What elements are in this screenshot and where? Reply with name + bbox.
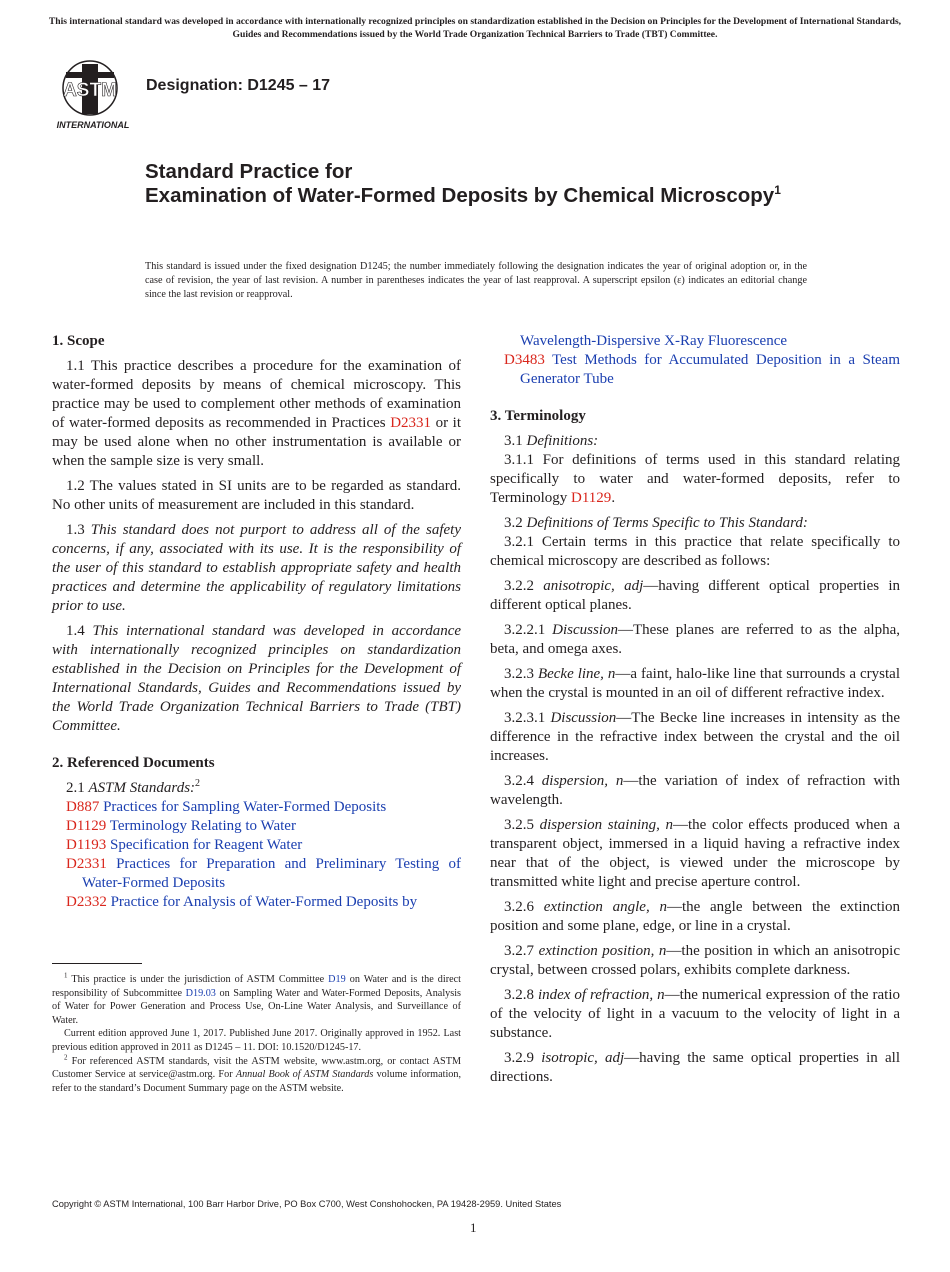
footnote-2-text: For referenced ASTM standards, visit the ASTM website, www.astm.org, or contact ASTM Customer Service at service@astm.org. For bbox=[52, 1055, 462, 1081]
reference-item[interactable] bbox=[66, 855, 461, 893]
definition-text: —the color effects produced when a transparent object, immersed in a liquid having a refractive index near that of the object, is viewed under the microscope by transmitted white light and precise aperture control. bbox=[490, 817, 900, 890]
definition-term: dispersion staining, n bbox=[539, 817, 674, 833]
reference-item[interactable] bbox=[66, 817, 461, 836]
reference-item[interactable] bbox=[66, 836, 461, 855]
designation: Designation: D1245 – 17 bbox=[146, 77, 331, 94]
definition-term: extinction position, n bbox=[538, 943, 667, 959]
terminology-heading: 3. Terminology bbox=[490, 408, 586, 424]
ref-code[interactable]: D3483 bbox=[504, 352, 545, 368]
footnote-2-mark: 2 bbox=[64, 1053, 68, 1062]
reference-item[interactable] bbox=[504, 351, 900, 389]
astm-standards-num: 2.1 bbox=[66, 780, 85, 796]
definition-term: extinction angle, n bbox=[543, 899, 667, 915]
definitions-specific-label bbox=[490, 514, 900, 533]
definition-num: 3.2.2.1 bbox=[504, 622, 546, 638]
definition-item bbox=[490, 816, 900, 892]
footnote-1-text: This practice is under the jurisdiction of ASTM Committee bbox=[71, 974, 325, 985]
definition-num: 3.2.7 bbox=[504, 943, 534, 959]
definition-num: 3.2.4 bbox=[504, 773, 534, 789]
definition-text: —having different optical properties in different optical planes. bbox=[490, 578, 901, 613]
ref-code[interactable]: D2332 bbox=[66, 894, 107, 910]
definition-text: —the angle between the extinction position and some plane, edge, or line in a crystal. bbox=[490, 899, 901, 934]
referenced-heading: 2. Referenced Documents bbox=[52, 755, 215, 771]
scope-1-4-num: 1.4 bbox=[66, 623, 85, 639]
definition-num: 3.2.5 bbox=[504, 817, 534, 833]
link-d1129[interactable]: D1129 bbox=[571, 490, 612, 506]
footnotes bbox=[52, 973, 461, 1095]
footnote-1-mark: 1 bbox=[64, 971, 68, 980]
right-column bbox=[490, 332, 900, 1093]
scope-heading: 1. Scope bbox=[52, 333, 105, 349]
definition-item bbox=[490, 772, 900, 810]
definitions-text: Definitions: bbox=[526, 433, 599, 449]
scope-1-3-text: This standard does not purport to address all of the safety concerns, if any, associated with its use. It is the responsibility of the user of this standard to establish appropriate safety and health practices and determine the applicability of regulatory limitations prior to use. bbox=[52, 522, 461, 614]
copyright: Copyright © ASTM International, 100 Barr Harbor Drive, PO Box C700, West Conshohocken, PA 19428-2959. United States bbox=[52, 1199, 562, 1209]
astm-logo bbox=[52, 58, 134, 132]
definition-item bbox=[490, 621, 900, 659]
definition-text: —The Becke line increases in intensity as the difference in the refractive index between the crystal and the oil increases. bbox=[490, 710, 900, 764]
definition-item bbox=[490, 709, 900, 766]
link-d2331[interactable]: D2331 bbox=[390, 415, 432, 431]
definition-text: —the variation of index of refraction with wavelength. bbox=[490, 773, 900, 808]
definition-item bbox=[490, 898, 900, 936]
definition-num: 3.2.2 bbox=[504, 578, 534, 594]
footnote-1-text-c: on Sampling Water and Water-Formed Deposits, Analysis of Water for Power Generation and Process Use, On-Line Water Analysis, and Surveillance of Water. bbox=[52, 987, 462, 1026]
logo-word: INTERNATIONAL bbox=[56, 120, 130, 130]
definition-item bbox=[490, 986, 900, 1043]
ref-code[interactable]: D887 bbox=[66, 799, 100, 815]
definition-num: 3.2.3.1 bbox=[504, 710, 546, 726]
astm-logo-graphic bbox=[52, 58, 134, 132]
title-footnote-mark: 1 bbox=[774, 183, 781, 198]
scope-1-3 bbox=[52, 521, 461, 616]
definition-item bbox=[490, 665, 900, 703]
ref-title[interactable]: Practices for Preparation and Preliminary Testing of Water-Formed Deposits bbox=[82, 856, 461, 891]
astm-standards-label bbox=[52, 779, 461, 798]
document-title bbox=[145, 160, 865, 208]
title-line-2 bbox=[145, 184, 865, 208]
reference-item[interactable] bbox=[66, 798, 461, 817]
ref-title[interactable]: Terminology Relating to Water bbox=[109, 818, 296, 834]
definition-term: Discussion bbox=[552, 622, 619, 638]
ref-title[interactable]: Practice for Analysis of Water-Formed Deposits by bbox=[110, 894, 418, 910]
link-d19-03[interactable]: D19.03 bbox=[185, 987, 216, 999]
definition-text: —a faint, halo-like line that surrounds a crystal when the crystal is mounted in an oil of different refractive index. bbox=[490, 666, 901, 701]
ref-code[interactable]: D1129 bbox=[66, 818, 107, 834]
scope-1-2: 1.2 The values stated in SI units are to be regarded as standard. No other units of measurement are included in this standard. bbox=[52, 478, 461, 513]
left-column bbox=[52, 332, 461, 912]
definition-term: Becke line, n bbox=[537, 666, 616, 682]
footnote-2-text-b: volume information, refer to the standard’s Document Summary page on the ASTM website. bbox=[52, 1069, 462, 1094]
definition-text: —These planes are referred to as the alpha, beta, and omega axes. bbox=[490, 622, 901, 657]
definition-term: index of refraction, n bbox=[537, 987, 665, 1003]
astm-standards-footnote-mark: 2 bbox=[195, 778, 201, 789]
footnote-2-italic: Annual Book of ASTM Standards bbox=[235, 1069, 374, 1081]
term-3-2-1: 3.2.1 Certain terms in this practice that relate specifically to chemical microscopy are described as follows: bbox=[490, 534, 900, 569]
term-3-1-1-text: 3.1.1 For definitions of terms used in this standard relating specifically to water and water-formed deposits, refer to Terminology bbox=[490, 452, 900, 506]
definitions-label bbox=[490, 432, 900, 451]
scope-1-1-text: This practice describes a procedure for the examination of water-formed deposits by means of chemical microscopy. This practice may be used to complement other methods of examination of water-formed deposits as recommended in Practices bbox=[52, 358, 461, 431]
definition-item bbox=[490, 1049, 900, 1087]
ref-title[interactable]: Test Methods for Accumulated Deposition in a Steam Generator Tube bbox=[520, 352, 900, 387]
definitions-specific-text: Definitions of Terms Specific to This Standard: bbox=[526, 515, 808, 531]
definition-term: Discussion bbox=[550, 710, 617, 726]
intro-paragraph: This standard is issued under the fixed designation D1245; the number immediately following the designation indicates the year of original adoption or, in the case of revision, the year of last revision. A number in parentheses indicates the year of last reapproval. A superscript epsilon (ε) indicates an editorial change since the last revision or reapproval. bbox=[145, 261, 807, 300]
footnote-1-text-b: on Water and is the direct responsibility of Subcommittee bbox=[52, 974, 461, 999]
definitions-list bbox=[490, 577, 900, 1087]
scope-1-1-num: 1.1 bbox=[66, 358, 85, 374]
ref-title[interactable]: Practices for Sampling Water-Formed Deposits bbox=[103, 799, 387, 815]
definition-term: dispersion, n bbox=[541, 773, 624, 789]
scope-1-4 bbox=[52, 622, 461, 736]
link-d19[interactable]: D19 bbox=[328, 974, 346, 985]
ref-title[interactable]: Specification for Reagent Water bbox=[110, 837, 303, 853]
footnote-rule bbox=[52, 963, 142, 964]
ref-code[interactable]: D1193 bbox=[66, 837, 107, 853]
footnote-edition: Current edition approved June 1, 2017. Published June 2017. Originally approved in 1952. Last previous edition approved in 2011 as D1245 – 11. DOI: 10.1520/D1245-17. bbox=[52, 1028, 461, 1053]
header-notice: This international standard was developed in accordance with internationally recognized principles on standardization established in the Decision on Principles for the Development of International Standards, Guides and Recommendations issued by the World Trade Organization Technical Barriers to Trade (TBT) Committee. bbox=[48, 16, 902, 40]
definition-text: —having the same optical properties in all directions. bbox=[490, 1050, 900, 1085]
footnote-2 bbox=[52, 1055, 461, 1096]
footnote-1 bbox=[52, 973, 461, 1027]
scope-1-1 bbox=[52, 357, 461, 471]
definition-text: —the position in which an anisotropic crystal, between crossed polars, exhibits complete darkness. bbox=[490, 943, 901, 978]
term-3-1-1: 3.1.1 For definitions of terms used in this standard relating specifically to water and water-formed deposits, refer to Terminology D1129. bbox=[490, 452, 900, 506]
definition-num: 3.2.6 bbox=[504, 899, 534, 915]
definition-term: anisotropic, adj bbox=[543, 578, 644, 594]
definitions-num: 3.1 bbox=[504, 433, 523, 449]
reference-list bbox=[52, 798, 461, 912]
page-number: 1 bbox=[470, 1220, 477, 1235]
definition-item bbox=[490, 577, 900, 615]
definitions-specific-num: 3.2 bbox=[504, 515, 523, 531]
reference-item[interactable] bbox=[66, 893, 461, 912]
definition-num: 3.2.9 bbox=[504, 1050, 534, 1066]
definition-item bbox=[490, 942, 900, 980]
definition-term: isotropic, adj bbox=[541, 1050, 625, 1066]
astm-standards-text: ASTM Standards: bbox=[88, 780, 196, 796]
definition-num: 3.2.3 bbox=[504, 666, 534, 682]
definition-num: 3.2.8 bbox=[504, 987, 534, 1003]
scope-1-4-text: This international standard was developed in accordance with internationally recognized principles on standardization established in the Decision on Principles for the Development of International Standards, Guides and Recommendations issued by the World Trade Organization Technical Barriers to Trade (TBT) Committee. bbox=[52, 623, 462, 734]
ref-title-continued[interactable]: Wavelength-Dispersive X-Ray Fluorescence bbox=[520, 333, 788, 349]
scope-1-1-text-end: or it may be used alone when no other instrumentation is available or when the sample size is very small. bbox=[52, 415, 461, 469]
definition-text: —the numerical expression of the ratio of the velocity of light in a vacuum to the velocity of light in a substance. bbox=[490, 987, 900, 1041]
logo-letters: ASTM bbox=[63, 80, 117, 101]
title-line-1: Standard Practice for bbox=[145, 160, 353, 183]
title-main: Examination of Water-Formed Deposits by Chemical Microscopy bbox=[145, 184, 775, 207]
ref-code[interactable]: D2331 bbox=[66, 856, 107, 872]
scope-1-3-num: 1.3 bbox=[66, 522, 85, 538]
reference-item-continued[interactable] bbox=[490, 332, 900, 351]
